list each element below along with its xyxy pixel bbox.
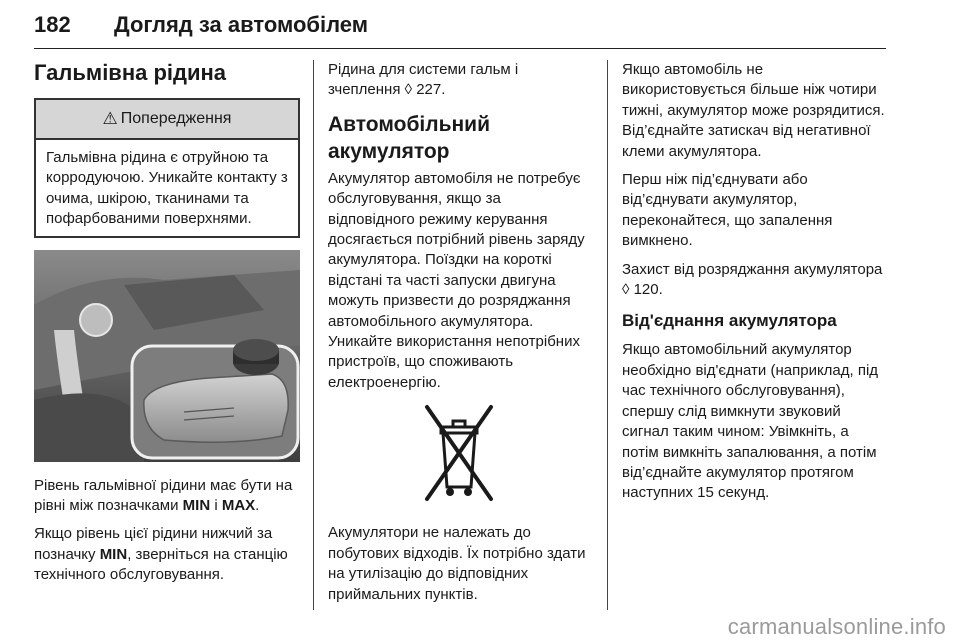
warning-label: Попередження xyxy=(120,109,232,127)
column-right xyxy=(622,60,888,512)
fluid-reference-paragraph: Рідина для системи гальм і зчеплення ◊ 227. xyxy=(328,61,519,99)
crossed-out-bin-icon xyxy=(419,401,499,505)
page-header xyxy=(34,4,886,49)
brake-fluid-reservoir-photo xyxy=(34,250,300,462)
section-title-disconnect-battery: Від'єднання акумулятора xyxy=(622,311,837,331)
chapter-title: Догляд за автомобілем xyxy=(114,12,369,37)
fluid-level-paragraph: Рівень гальмівної рідини має бути на рівні між позначками MIN і MAX. xyxy=(34,476,293,515)
battery-paragraph: Акумулятор автомобіля не потребує обслуговування, якщо за відповідного режиму керування досягається потрібний рівень заряду акумулятора. Поїздки на короткі відстані та часті запуски двигуна можуть призвести до розряджання автомобільного акумулятора. Уникайте використання непотрібних пристроїв, що споживають електроенергію. xyxy=(328,169,585,391)
page-number: 182 xyxy=(34,12,71,37)
column-left xyxy=(34,60,300,594)
discharge-protection-paragraph: Захист від розряджання акумулятора ◊ 120. xyxy=(622,260,883,299)
low-level-paragraph: Якщо рівень цієї рідини нижчий за позначку MIN, зверніться на станцію технічного обслуговування. xyxy=(34,525,288,584)
watermark: carmanualsonline.info xyxy=(727,614,946,639)
warning-text: Гальмівна рідина є отруйною та корродуючою. Уникайте контакту з очима, шкірою, тканинами та пофарбованими поверхнями. xyxy=(46,149,288,228)
storage-paragraph: Якщо автомобіль не використовується більше ніж чотири тижні, акумулятор може розрядитися. Від’єднайте затискач від негативної клеми акумулятора. xyxy=(622,61,885,160)
section-title-battery: Автомобільний акумулятор xyxy=(328,112,491,163)
disposal-paragraph: Акумулятори не належать до побутових відходів. Їх потрібно здати на утилізацію до відповідних приймальних пунктів. xyxy=(328,524,586,603)
column-divider xyxy=(313,60,314,610)
warning-box xyxy=(34,98,300,238)
column-divider xyxy=(607,60,608,610)
ignition-paragraph: Перш ніж під’єднувати або від’єднувати акумулятор, переконайтеся, що запалення вимкнено. xyxy=(622,171,833,250)
warning-triangle-icon: ⚠ xyxy=(102,108,118,128)
disconnect-paragraph: Якщо автомобільний акумулятор необхідно від'єднати (наприклад, під час технічного обслуговування), спершу слід вимкнути звуковий сигнал таким чином: Увімкніть, а потім вимкніть запалювання, а потім від’єднайте акумулятор протягом наступних 15 секунд. xyxy=(622,341,879,502)
warning-header xyxy=(36,100,298,140)
section-title-brake-fluid: Гальмівна рідина xyxy=(34,60,227,85)
column-middle xyxy=(328,60,590,613)
